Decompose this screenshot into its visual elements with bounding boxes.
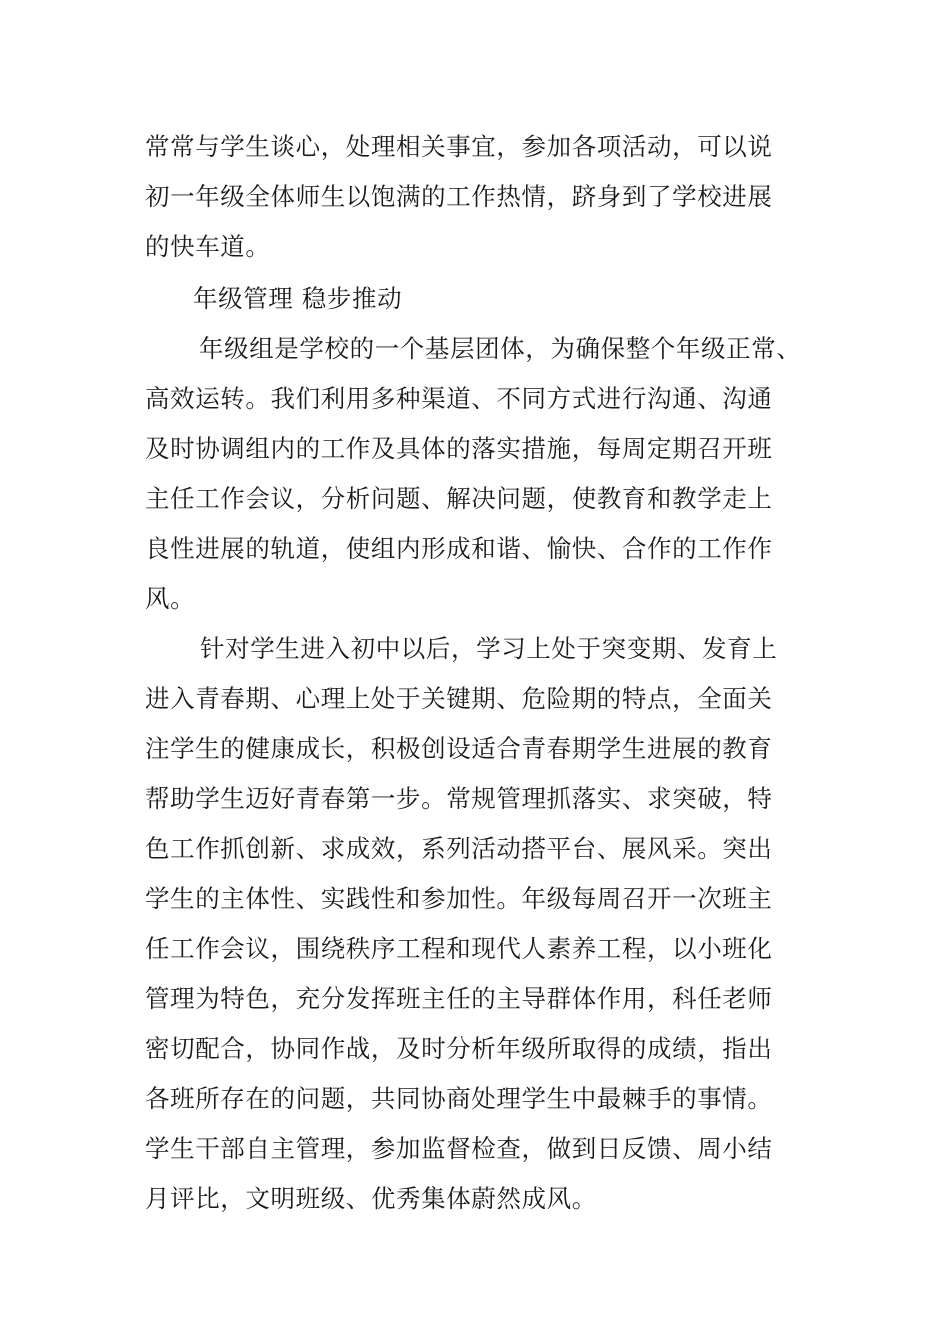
text-line: 的快车道。 bbox=[145, 232, 271, 261]
text-line: 进入青春期、心理上处于关键期、危险期的特点，全面关 bbox=[145, 684, 773, 713]
text-line: 管理为特色，充分发挥班主任的主导群体作用，科任老师 bbox=[145, 984, 773, 1013]
text-line: 及时协调组内的工作及具体的落实措施，每周定期召开班 bbox=[145, 434, 773, 463]
text-line: 主任工作会议，分析问题、解决问题，使教育和教学走上 bbox=[145, 484, 773, 513]
text-line: 各班所存在的问题，共同协商处理学生中最棘手的事情。 bbox=[145, 1084, 773, 1113]
text-line: 风。 bbox=[145, 584, 196, 613]
text-line: 针对学生进入初中以后，学习上处于突变期、发育上 bbox=[200, 634, 778, 663]
text-line: 学生干部自主管理，参加监督检查，做到日反馈、周小结 bbox=[145, 1134, 773, 1163]
text-line: 高效运转。我们利用多种渠道、不同方式进行沟通、沟通 bbox=[145, 384, 773, 413]
text-line: 良性进展的轨道，使组内形成和谐、愉快、合作的工作作 bbox=[145, 534, 773, 563]
text-line: 任工作会议，围绕秩序工程和现代人素养工程，以小班化 bbox=[145, 934, 773, 963]
text-line: 帮助学生迈好青春第一步。常规管理抓落实、求突破，特 bbox=[145, 784, 773, 813]
text-line: 常常与学生谈心，处理相关事宜，参加各项活动，可以说 bbox=[145, 132, 773, 161]
text-line: 注学生的健康成长，积极创设适合青春期学生进展的教育 bbox=[145, 734, 773, 763]
text-line: 密切配合，协同作战，及时分析年级所取得的成绩，指出 bbox=[145, 1034, 773, 1063]
text-line: 月评比，文明班级、优秀集体蔚然成风。 bbox=[145, 1184, 597, 1213]
text-line: 初一年级全体师生以饱满的工作热情，跻身到了学校进展 bbox=[145, 182, 773, 211]
section-heading: 年级管理 稳步推动 bbox=[193, 284, 403, 313]
text-line: 色工作抓创新、求成效，系列活动搭平台、展风采。突出 bbox=[145, 834, 773, 863]
text-line: 学生的主体性、实践性和参加性。年级每周召开一次班主 bbox=[145, 884, 773, 913]
text-line: 年级组是学校的一个基层团体，为确保整个年级正常、 bbox=[199, 334, 802, 363]
